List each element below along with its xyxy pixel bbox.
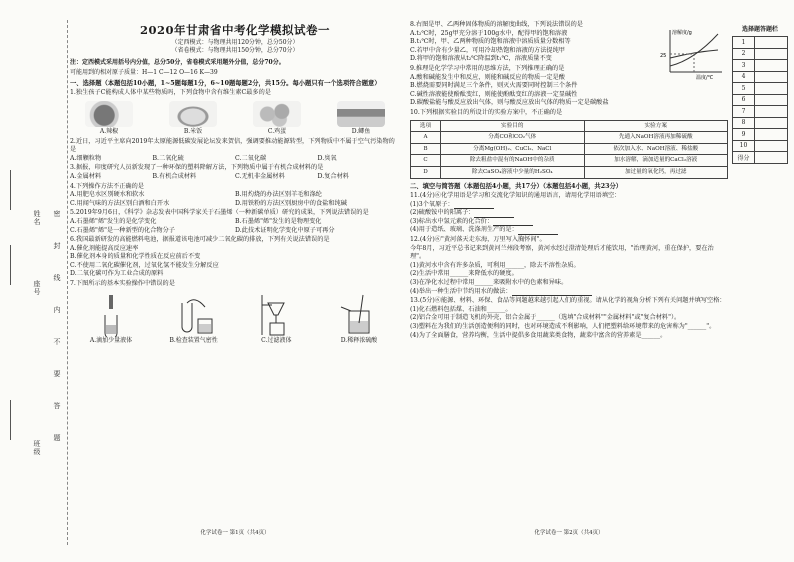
score-cell[interactable] [755,152,788,164]
q13-item[interactable]: (1)化石燃料包括煤、石油和______。 [410,305,512,313]
q1-option-a[interactable]: A.辣椒 [74,101,144,137]
table-header-row [411,120,728,132]
seal-char: 题 [53,434,61,442]
seal-char: 封 [53,242,61,250]
answer-row[interactable]: 1 [733,37,788,49]
q5-option[interactable]: D.此技术证明化学变化中原子可再分 [235,226,335,234]
graph-ylabel: 溶解度/g [672,30,692,36]
question-7: 7.下图所示的基本实验操作中错误的是 [70,280,175,288]
q13-item[interactable]: (2)铝合金可用于制造飞机的外壳，铝合金属于______（选填"合成材料""金属材料"或"复合材料"）。 [410,314,681,322]
q5-option[interactable]: B.石墨烯"烯"发生的是物理变化 [235,217,322,225]
seat-blank[interactable] [10,245,20,285]
mode-line-2: （省卷模式：与物理共用150分钟，总分70分） [171,46,299,54]
q4-option[interactable]: D.用铁粉的方法区别厨房中的食盐和纯碱 [235,199,347,207]
q2-options [70,155,400,164]
answer-row[interactable]: 6 [733,94,788,106]
q8-option[interactable]: A.t₂℃时，25g甲充分溶于100g水中，配得甲的饱和溶液 [410,29,568,37]
table-header: 实验目的 [441,120,585,132]
q10-table [410,120,728,179]
notice-line-2: 可能用到的相对原子质量：H—1 C—12 O—16 K—39 [70,69,218,77]
question-3: 3.据报，印度研究人员新发现了一种环保的塑料降解方法，下列物质中属于有机合成材料的是 [70,164,324,172]
question-8: 8.右图是甲、乙两种固体物质的溶解度曲线，下列说法错误的是 [410,21,583,28]
section-1-heading: 一、选择题（本题包括10小题，1~5题每题1分，6~10题每题2分，共15分。每小题只有一个选项符合题意） [70,79,381,87]
q2-option[interactable]: B.二氧化硫 [152,154,184,162]
q1-option-b[interactable]: B.米饭 [158,101,228,137]
q4-option[interactable]: A.用肥皂水区别硬水和软水 [70,191,145,199]
table-row[interactable]: C 除去粗盐中混有的NaOH中的杂质 加水溶解，滴加适量的CaCl₂溶液 [411,155,728,167]
section-2-heading: 二、填空与简答题（本题包括4小题，共17分）（本题包括4小题，共23分） [410,182,623,190]
answer-cell[interactable] [755,129,788,141]
q9-option[interactable]: C.碱性溶液能使酚酞变红，则能使酚酞变红的溶液一定显碱性 [410,90,578,98]
answer-row[interactable]: 9 [733,129,788,141]
q8-option[interactable]: B.t₁℃时，甲、乙两种物质的饱和溶液中溶质质量分数相等 [410,38,571,46]
table-header: 选项 [411,120,441,132]
q9-option[interactable]: B.燃烧需要同时满足三个条件，则灭火需要同时控制三个条件 [410,82,578,90]
mode-line-1: （定西模式：与物理共用120分钟，总分50分） [171,38,299,46]
question-11: 11.(4分)⑥化学用语是学习和交流化学知识的通用语言，请用化学用语填空： [410,192,621,200]
rice-image [169,101,217,127]
q4-option[interactable]: C.用闻气味的方法区别白酒和白开水 [70,199,170,207]
question-13: 13.(5分)⑥能源、材料、环保、食品等问题越来越引起人们的重视。请从化学的视角分析下列有关问题并填写空格： [410,297,726,305]
q7-option-d[interactable]: D.稀释浓硫酸 [324,293,394,346]
q3-option[interactable]: D.复合材料 [317,172,349,180]
q1-images [74,101,396,137]
answer-cell[interactable] [755,60,788,72]
binding-label-seat: 座号 [33,280,41,296]
filtration-icon [256,293,296,337]
q12-item[interactable]: (2)生活中常用______来降低水的硬度。 [410,270,518,278]
q11-item[interactable]: (2)硫酸铵中的阳离子： [410,209,728,218]
question-10: 10.下列根据实验目的所设计的实验方案中，不正确的是 [410,108,563,116]
answer-cell[interactable] [755,106,788,118]
q5-options [70,218,400,235]
q12-item[interactable]: (1)黄河水中含有许多杂质，可利用______，除去不溶性杂质。 [410,261,580,269]
q4-options [70,191,400,208]
answer-cell[interactable] [755,37,788,49]
seal-char: 不 [53,338,61,346]
answer-row[interactable]: 4 [733,71,788,83]
answer-blank[interactable] [474,211,514,218]
table-row[interactable]: A 分离CO和CO₂气体 先通入NaOH溶液再加稀硫酸 [411,132,728,144]
q3-option[interactable]: C.无机非金属材料 [235,172,285,180]
binding-label-name: 姓名 [33,210,41,226]
answer-cell[interactable] [755,140,788,152]
answer-score-box [732,26,788,164]
q11-item[interactable]: (1)3个氧原子： [410,201,728,210]
binding-label-class: 班级 [33,440,41,456]
q8-option[interactable]: D.将甲的饱和溶液从t₂℃降温到t₁℃，溶液质量不变 [410,55,552,63]
question-2: 2.近日，习近平主席向2019年太原能源低碳发展论坛发来贺信，强调要推动能源转型，下列物质中不属于空气污染物的是 [70,137,395,154]
seal-char: 答 [53,402,61,410]
q1-option-d[interactable]: D.鲫鱼 [326,101,396,137]
answer-blank[interactable] [518,228,558,235]
q7-diagrams [76,293,394,346]
q6-option[interactable]: B.催化剂本身的质量和化学性质在反应前后不变 [70,253,201,261]
table-row[interactable]: B 分离Mg(OH)₂、CuCl₂、NaCl 依次加入水、NaOH溶液、稀盐酸 [411,143,728,155]
q2-option[interactable]: C.二氧化碳 [235,154,267,162]
q6-option[interactable]: C.不使用二氧化碳催化剂，过氧化氢不能发生分解反应 [70,261,219,269]
fish-image [337,101,385,127]
binding-margin [6,20,68,545]
q6-option[interactable]: D.二氧化碳可作为工业合成的原料 [70,270,164,278]
answer-row[interactable]: 8 [733,117,788,129]
question-9: 9.推理是化学学习中常用的思维方法，下列推理正确的是 [410,64,565,72]
question-4: 4.下列操作方法不正确的是 [70,182,144,190]
table-row[interactable]: D 除去CaSO₄溶液中少量的H₂SO₄ 加过量的氧化钙，再过滤 [411,166,728,178]
q7-option-c[interactable]: C.过滤液体 [241,293,311,346]
q3-options [70,173,400,182]
q9-option[interactable]: D.碳酸盐能与酸反应放出气体，则与酸反应放出气体的物质一定是碳酸盐 [410,99,609,107]
q2-option[interactable]: A.细颗粒物 [70,154,102,162]
answer-row[interactable]: 2 [733,48,788,60]
eggs-image [253,101,301,127]
q6-options [70,245,400,279]
answer-grid [732,36,788,164]
answer-row[interactable]: 7 [733,106,788,118]
left-page [70,20,400,540]
question-5: 5.2019年9月6日，《科学》杂志发表中国科学家关于石墨烯（一种新碳单质）研究的成果，下列说法错误的是 [70,209,369,217]
graph-xlabel: 温度/℃ [696,75,714,80]
score-row[interactable] [733,152,788,164]
answer-row[interactable]: 10 [733,140,788,152]
name-blank[interactable] [10,170,20,210]
q2-option[interactable]: D.臭氧 [317,154,337,162]
q9-option[interactable]: A.酸和碱能发生中和反应，则能和碱反应的物质一定是酸 [410,73,565,81]
q7-option-a[interactable]: A.滴加少量液体 [76,293,146,346]
q8-options [410,30,658,64]
q3-option[interactable]: B.有机合成材料 [152,172,197,180]
airtight-check-icon [174,293,214,337]
q11-item[interactable]: (3)标出水中氢元素的化合价： [410,218,728,227]
score-box-header: 选择题答题栏 [741,26,778,33]
dropper-test-tube-icon [91,293,131,337]
q12-item[interactable]: (4)举出一种生活中节约用水的做法： [410,288,728,297]
pepper-image [85,101,133,127]
seal-char: 密 [53,210,61,218]
question-1: 1.独生孩子C能构成人体中某些物质吗，下列食物中含有维生素C最多的是 [70,89,271,97]
answer-cell[interactable] [755,94,788,106]
q4-option[interactable]: B.用灼烧的办法区别羊毛和涤纶 [235,191,322,199]
notice-line-1: 注：定西模式采用括号内分值，总分50分，省卷模式采用题外分值，总分70分。 [70,58,285,66]
exam-title: 2020年甘肃省中考化学模拟试卷一 [139,23,330,37]
right-page [410,20,728,540]
score-label: 得分 [733,152,755,164]
question-12: 12.(4分)⑥"黄河落天走东海，万里写入胸怀间"。 [410,236,546,244]
q3-option[interactable]: A.金属材料 [70,172,102,180]
q1-option-c[interactable]: C.鸡蛋 [242,101,312,137]
graph-value: 25 [660,53,667,59]
q13-item[interactable]: (4)为了全面膳食，营养均衡，生活中提倡多食用蔬菜类食物，蔬菜中富含的营养素是______。 [410,331,667,339]
table-header: 实验方案 [584,120,728,132]
answer-row[interactable]: 3 [733,60,788,72]
page-1-footer: 化学试卷一 第1页（共4页） [200,530,270,537]
q6-option[interactable]: A.催化剂能提高反应速率 [70,244,139,252]
q11-item[interactable]: (4)用于造纸、玻璃、洗涤剂生产的是： [410,226,728,235]
answer-cell[interactable] [755,117,788,129]
q12-text: 今年8月，习近平总书记来到黄河兰州段考察，黄河水经过澄清处理后才能饮用，"治理黄河，重在保护，要在治理"。 [410,244,714,261]
solubility-graph [660,26,724,80]
q8-option[interactable]: C.若甲中含有少量乙，可用冷却热饱和溶液的方法提纯甲 [410,46,565,54]
seal-char: 要 [53,370,61,378]
seal-char: 线 [53,274,61,282]
answer-cell[interactable] [755,48,788,60]
solubility-curve-icon [660,26,724,80]
q5-option[interactable]: A.石墨烯"烯"发生的是化学变化 [70,217,157,225]
answer-row[interactable]: 5 [733,83,788,95]
q5-option[interactable]: C.石墨烯"烯"是一种新型的化合物分子 [70,226,175,234]
q12-item[interactable]: (3)在净化水过程中常用______来吸附水中的色素和异味。 [410,279,568,287]
answer-cell[interactable] [755,71,788,83]
dilute-acid-icon [339,293,379,337]
page-2-footer: 化学试卷一 第2页（共4页） [534,530,604,537]
answer-blank[interactable] [512,289,592,296]
seal-char: 内 [53,306,61,314]
question-6: 6.我国最新研发的高能燃料电池，据报道该电池可减少二氧化碳的排放，下列有关说法错误的是 [70,236,330,244]
q13-item[interactable]: (3)塑料在为我们的生活创造便利的同时，也对环境造成不利影响，人们把塑料给环境带来的危害称为"______"。 [410,323,716,330]
q7-option-b[interactable]: B.检查装置气密性 [159,293,229,346]
answer-cell[interactable] [755,83,788,95]
class-blank[interactable] [10,400,20,440]
